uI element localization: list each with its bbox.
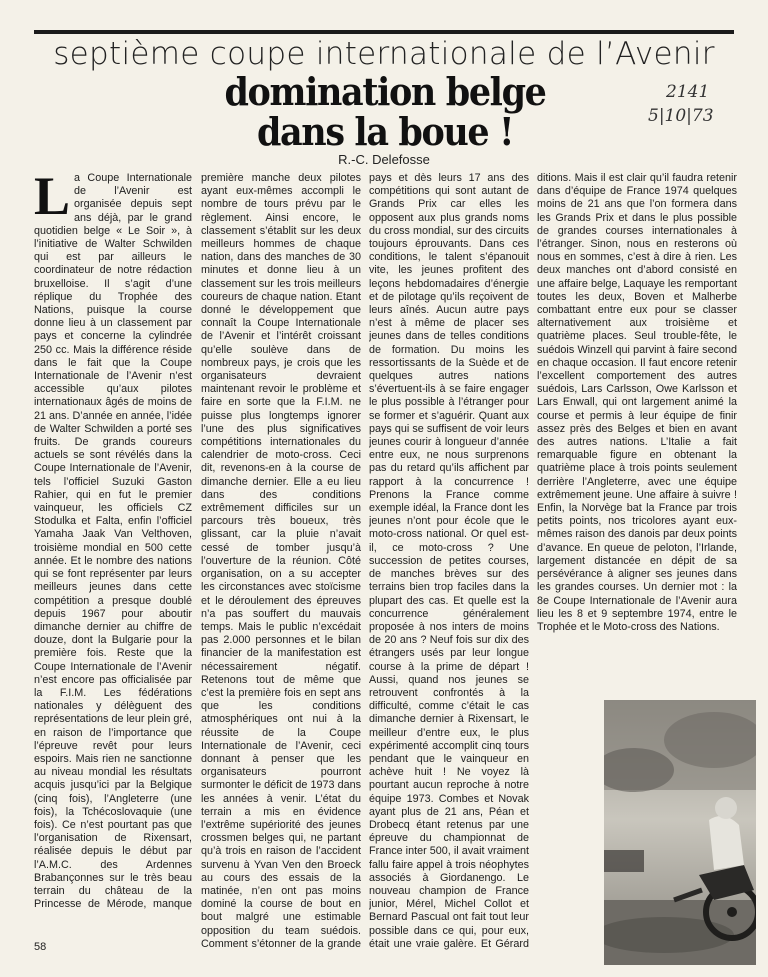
text-column-3 — [369, 172, 529, 952]
headline-line-1: domination belge — [224, 69, 546, 114]
article-headline — [178, 69, 592, 154]
annotation-date: 5|10|73 — [648, 106, 714, 126]
handwritten-annotation — [648, 80, 748, 128]
text-column-1 — [34, 172, 192, 912]
page-number: 58 — [34, 941, 47, 953]
column-1-text: a Coupe Internationale de l’Avenir est organisée depuis sept ans déjà, par le grand quotidien belge « Le Soir », à l’initiative de Walter Schwilden qui est par ailleurs le coordinateur de notre rédaction bruxelloise. Il s’agit d’une réplique du Trophée des Nations, puisque la course donne lieu à un classement par pays et concerne la cylindrée 250 cc. Mais la différence réside dans le fait que la Coupe Internationale de l’Avenir n’est accessible qu’aux pilotes internationaux âgés de moins de 21 ans. D’année en année, l’idée de Walter Schwilden a porté ses fruits. De grands coureurs actuels se sont révélés dans la Coupe Internationale de l’Avenir, tels l’officiel Suzuki Gaston Rahier, qui en fut le premier vainqueur, les officiels CZ Stodulka et Falta, enfin l’officiel Yamaha Jaak Van Velthoven, troisième mondial en 500 cette année. Et le nombre des nations qui se font représenter par leurs meilleurs jeunes dans cette compétition a presque doublé depuis 1967 pour aboutir dimanche dernier au chiffre de douze, dont la Bulgarie pour la première fois. Reste que la Coupe Internationale de l’Avenir n’est encore pas officialisée par la F.I.M. Les fédérations nationales y délèguent des représentations de leur plein gré, en raison de l’importance que l’épreuve revêt pour leurs espoirs. Mais rien ne sanctionne au niveau mondial les résultats acquis jusqu’ici par la Belgique (cinq fois), l’Angleterre (une fois), la Tchécoslovaquie (une fois). Ce n’est pourtant pas que l’organisation de Rixensart, réalisée depuis le début par l’A.M.C. des Ardennes Brabançonnes sur le très beau terrain du château de la Princesse de Mérode, manque — [34, 172, 192, 911]
column-2-text: première manche deux pilotes ayant eux-mêmes accompli le nombre de tours prévu par le règlement. Ainsi encore, le classement s’établit sur les deux meilleurs hommes de chaque nation, dans des manches de 30 minutes et donne lieu à un classement sur les trois meilleurs coureurs de chaque nation. Etant donné le développement que connaît la Coupe Internationale de l’Avenir et l’intérêt croissant qu’elle soulève dans de nombreux pays, je crois que les organisateurs devraient maintenant revoir le problème et faire en sorte que la F.I.M. ne puisse plus longtemps ignorer l’une des plus significatives compétitions internationales du calendrier de moto-cross. Ceci dit, revenons-en à la course de dimanche dernier. Elle a eu lieu dans des conditions extrêmement difficiles sur un parcours très boueux, très glissant, car la pluie n’avait cessé de tomber jusqu’à l’ouverture de la réunion. Côté organisation, on a su accepter les circonstances avec stoïcisme et le déroulement des épreuves n’a pas souffert du mauvais temps. Mais le public n’excédait pas 2.000 personnes et le bilan financier de la manifestation est nécessairement négatif. Retenons tout de même que c’est la première fois en sept ans que les conditions atmosphériques ont nui à la réussite de la Coupe Internationale de l’Avenir, ceci donnant à penser que les organisateurs pourront surmonter le déficit de 1973 dans les années à venir. L’état du terrain a mis en évidence l’extrême supériorité des jeunes crossmen belges qui, ne partant qu’à trois en raison de l’accident survenu à Yvan Ven den Broeck au cours des essais de la matinée, n’en ont pas moins dominé la course de bout en bout malgré une estimable opposition du team suédois. Comment s’étonner de la grande — [201, 172, 361, 950]
dropcap: L — [34, 172, 71, 226]
headline-line-2: dans la boue ! — [256, 109, 514, 154]
byline: R.-C. Delefosse — [338, 152, 430, 167]
column-4-text: ditions. Mais il est clair qu’il faudra retenir dans d’équipe de France 1974 quelques moins de 21 ans que l’on formera dans les Grands Prix et dans le plus possible de grandes courses internationales à l’étranger. Sinon, nous en resterons où nous en sommes, c’est à dire à rien. Les deux manches ont d’abord consisté en une affaire belge, Laquaye les remportant toutes les deux, Boven et Malherbe combattant entre eux pour se classer alternativement aux troisième et quatrième places. Seul trouble-fête, le suédois Winzell qui parvint à faire second en chaque occasion. Il faut encore retenir l’excellent comportement des autres suédois, Lars Carlsson, Owe Karlsson et Lars Enwall, qui ont largement animé la course et permis à leur équipe de finir assez près des Belges et bien en avant des autres nations. L’Italie a fait remarquable figure en obtenant la quatrième place à trois points seulement derrière l’Angleterre, avec une équipe extrêmement jeune. Une affaire à suivre ! Enfin, la Norvège bat la France par trois petits points, nos tricolores ayant eux-mêmes raison des danois par deux points d’avance. En queue de peloton, l’Irlande, largement distancée en dépit de sa persévérance à aligner ses jeunes dans les grandes courses. Un dernier mot : la 8e Coupe Internationale de l’Avenir aura lieu les 8 et 9 septembre 1974, entre le Trophée et le Moto-cross des Nations. — [537, 172, 737, 633]
text-column-4 — [537, 172, 737, 717]
motocross-photo-graphic — [604, 700, 756, 965]
text-column-2 — [201, 172, 361, 952]
top-rule — [34, 30, 734, 34]
column-3-text: pays et dès leurs 17 ans des compétitions qui sont autant de Grands Prix car elles les opposent aux plus grands noms du cross mondial, sur des circuits toujours éprouvants. Dans ces conditions, le talent s’épanouit vite, les jeunes profitent des leçons hebdomadaires d’énergie et de pilotage qu’ils reçoivent de leurs aînés. Aucun autre pays n’est à même de placer ses jeunes dans de telles conditions de formation. Du moins les ressortissants de la Suède et de quelques autres nations s’évertuent-ils à se faire engager le plus possible à l’étranger pour se former et s’aguérir. Quant aux pays qui se suffisent de voir leurs jeunes courir à longueur d’année entre eux, ne nous surprenons pas du retard qu’ils affichent par rapport à la concurrence ! Prenons la France comme exemple idéal, la France dont les jeunes n’ont pour école que le moto-cross national. Or quel est-il, ce moto-cross ? Une succession de petites courses, de manches brèves sur des terrains bien trop faciles dans la plupart des cas. Et quelle est la concurrence généralement proposée à nos inters de moins de 20 ans ? Neuf fois sur dix des étrangers usés par leur longue course à la prime de départ ! Aussi, quand nos jeunes se retrouvent confrontés à la difficulté, comme c’était le cas dimanche dernier à Rixensart, le meilleur d’entre eux, le plus expérimenté accomplit cinq tours pendant que le vainqueur en achève huit ! Ne voyez là pourtant aucun reproche à notre équipe 1973. Combes et Novak ayant plus de 21 ans, Péan et Drobecq étant retenus par une épreuve du championnat de France inter 500, il avait vraiment fallu faire appel à trois néophytes associés à Giordanengo. Le nouveau champion de France junior, Mérel, Michel Collot et Bernard Pascual ont fait tout leur possible dans ce qui, pour eux, était une vraie galère. Et Gérard — [369, 172, 529, 950]
annotation-number: 2141 — [666, 82, 710, 102]
motocross-photo — [604, 700, 756, 965]
article-kicker: septième coupe internationale de l’Avenir — [53, 36, 715, 72]
